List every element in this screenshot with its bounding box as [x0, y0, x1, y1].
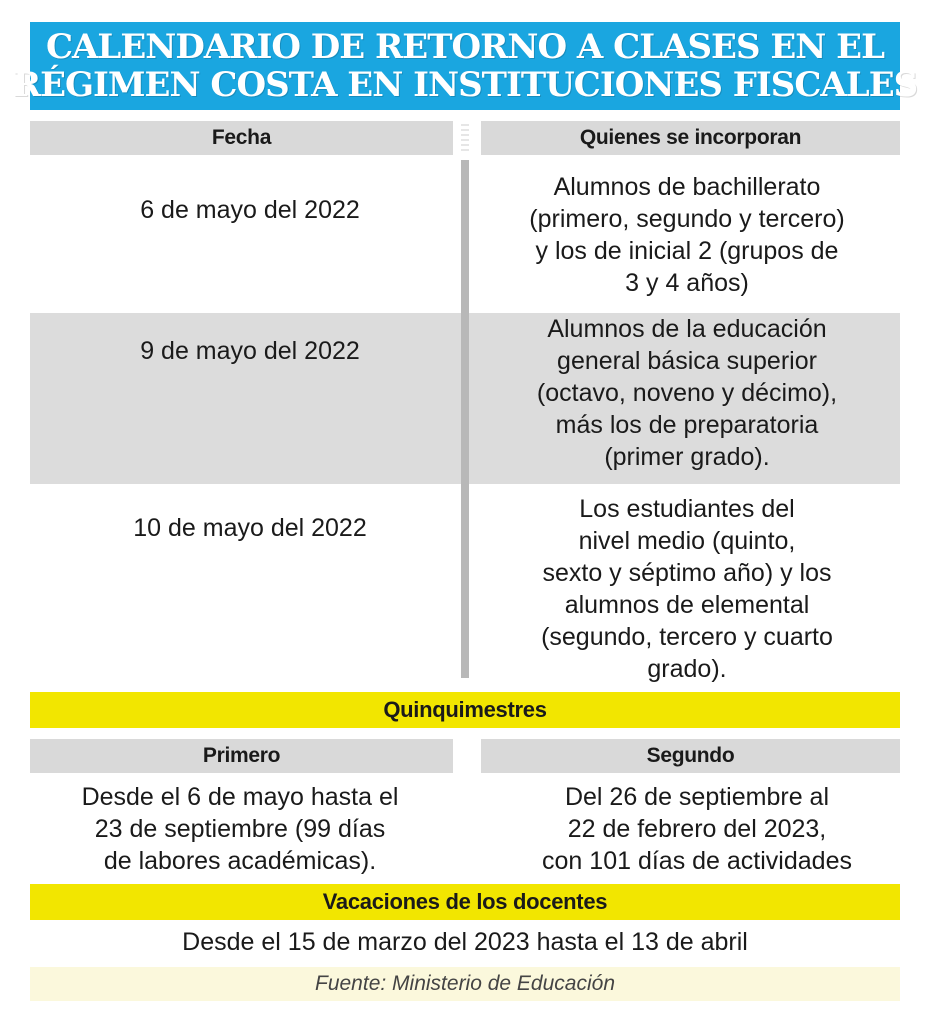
segundo-text-line: Del 26 de septiembre al [564, 783, 830, 811]
segundo-text [487, 781, 907, 877]
segundo-text-line: 22 de febrero del 2023, [567, 815, 827, 843]
quinquimestres-title: Quinquimestres [30, 692, 900, 728]
row-who-line: (segundo, tercero y cuarto [541, 623, 833, 651]
row-who-line: Alumnos de la educación [547, 315, 827, 343]
row-who-line: (octavo, noveno y décimo), [536, 379, 838, 407]
row-who-line: más los de preparatoria [555, 411, 819, 439]
header-primero: Primero [30, 739, 453, 773]
row-who-line: Alumnos de bachillerato [553, 173, 821, 201]
row-who-line: alumnos de elemental [564, 591, 810, 619]
row-date: 9 de mayo del 2022 [140, 337, 360, 365]
row-who [487, 313, 887, 473]
row-who-line: nivel medio (quinto, [578, 527, 796, 555]
primero-text-line: Desde el 6 de mayo hasta el [81, 783, 399, 811]
header-segundo: Segundo [481, 739, 900, 773]
row-date: 6 de mayo del 2022 [140, 196, 360, 224]
primero-text-line: 23 de septiembre (99 días [94, 815, 386, 843]
segundo-text-line: con 101 días de actividades [542, 847, 852, 875]
row-who-line: (primero, segundo y tercero) [529, 205, 845, 233]
primero-text-line: de labores académicas). [103, 847, 377, 875]
column-divider [461, 160, 469, 678]
row-date: 10 de mayo del 2022 [133, 514, 367, 542]
vacaciones-title: Vacaciones de los docentes [30, 884, 900, 920]
row-who [487, 493, 887, 685]
column-divider-top [461, 124, 469, 154]
row-who-line: sexto y séptimo año) y los [542, 559, 832, 587]
row-who-line: Los estudiantes del [579, 495, 795, 523]
source-note: Fuente: Ministerio de Educación [30, 967, 900, 1001]
title-line-2: RÉGIMEN COSTA EN INSTITUCIONES FISCALES [12, 65, 918, 105]
title-banner [12, 22, 918, 110]
row-who-line: 3 y 4 años) [625, 269, 749, 297]
vacaciones-text: Desde el 15 de marzo del 2023 hasta el 13 de abril [182, 928, 748, 956]
row-who-line: y los de inicial 2 (grupos de [535, 237, 839, 265]
primero-text [40, 781, 440, 877]
header-quienes: Quienes se incorporan [481, 121, 900, 155]
row-who-line: general básica superior [557, 347, 817, 375]
row-who [487, 171, 887, 299]
header-fecha: Fecha [30, 121, 453, 155]
row-who-line: (primer grado). [604, 443, 770, 471]
title-line-1: CALENDARIO DE RETORNO A CLASES EN EL [45, 27, 884, 67]
row-who-line: grado). [647, 655, 727, 683]
